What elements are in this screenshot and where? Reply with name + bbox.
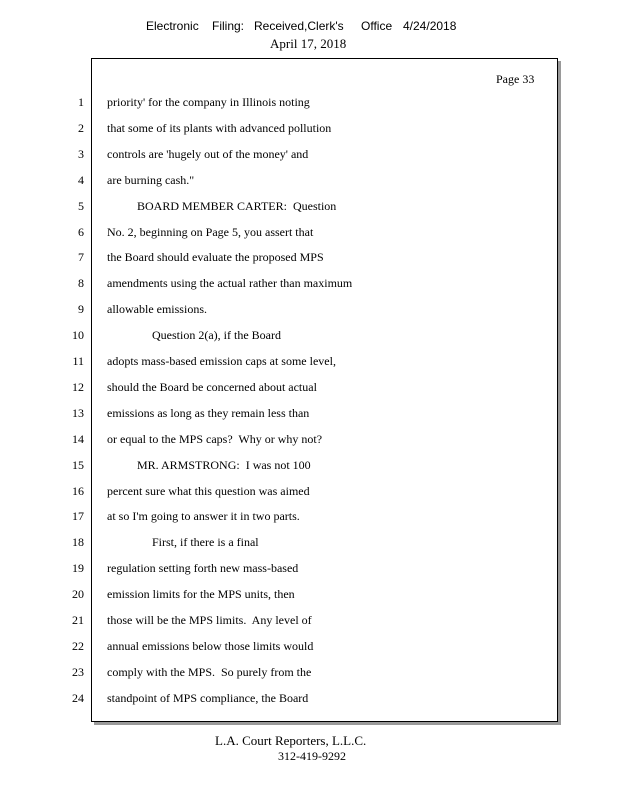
line-text: that some of its plants with advanced pollution	[107, 121, 332, 135]
line-number: 20	[72, 587, 84, 601]
line-number: 16	[72, 484, 84, 498]
line-text: MR. ARMSTRONG: I was not 100	[107, 458, 311, 472]
line-number: 9	[78, 302, 84, 316]
line-text: annual emissions below those limits would	[107, 639, 314, 653]
line-number: 22	[72, 639, 84, 653]
line-text: First, if there is a final	[107, 535, 259, 549]
line-text: comply with the MPS. So purely from the	[107, 665, 312, 679]
line-text: emissions as long as they remain less than	[107, 406, 310, 420]
filing-stamp-office: Office	[361, 19, 393, 33]
line-number: 12	[72, 380, 84, 394]
line-number: 4	[78, 173, 84, 187]
line-number: 3	[78, 147, 84, 161]
filing-stamp-date: 4/24/2018	[403, 19, 457, 33]
line-number: 6	[78, 225, 84, 239]
line-number: 5	[78, 199, 84, 213]
court-reporter-phone: 312-419-9292	[278, 749, 346, 763]
line-number: 10	[72, 328, 84, 342]
line-text: Question 2(a), if the Board	[107, 328, 281, 342]
line-text: adopts mass-based emission caps at some level,	[107, 354, 336, 368]
line-text: controls are 'hugely out of the money' and	[107, 147, 309, 161]
line-number: 15	[72, 458, 84, 472]
line-number: 23	[72, 665, 84, 679]
line-text: priority' for the company in Illinois noting	[107, 95, 310, 109]
line-text: should the Board be concerned about actual	[107, 380, 317, 394]
line-text: percent sure what this question was aimed	[107, 484, 310, 498]
line-text: BOARD MEMBER CARTER: Question	[107, 199, 337, 213]
line-number: 8	[78, 276, 84, 290]
line-text: the Board should evaluate the proposed MPS	[107, 250, 324, 264]
line-text: allowable emissions.	[107, 302, 207, 316]
line-number: 18	[72, 535, 84, 549]
line-number: 21	[72, 613, 84, 627]
line-text: emission limits for the MPS units, then	[107, 587, 295, 601]
filing-stamp-electronic: Electronic	[146, 19, 199, 33]
hearing-date: April 17, 2018	[270, 36, 347, 51]
page-number: Page 33	[496, 72, 535, 86]
line-text: at so I'm going to answer it in two parts.	[107, 509, 300, 523]
line-text: are burning cash."	[107, 173, 195, 187]
line-number: 2	[78, 121, 84, 135]
line-number: 14	[72, 432, 84, 446]
line-text: or equal to the MPS caps? Why or why not?	[107, 432, 323, 446]
line-number: 13	[72, 406, 84, 420]
line-text: standpoint of MPS compliance, the Board	[107, 691, 309, 705]
line-number: 24	[72, 691, 84, 705]
line-text: No. 2, beginning on Page 5, you assert that	[107, 225, 314, 239]
court-reporter-name: L.A. Court Reporters, L.L.C.	[215, 733, 367, 748]
line-number: 17	[72, 509, 84, 523]
filing-stamp-received: Received,Clerk's	[254, 19, 344, 33]
line-number: 1	[78, 95, 84, 109]
line-number: 11	[72, 354, 84, 368]
filing-stamp-filing: Filing:	[212, 19, 245, 33]
line-text: regulation setting forth new mass-based	[107, 561, 299, 575]
line-text: amendments using the actual rather than maximum	[107, 276, 353, 290]
line-number: 19	[72, 561, 84, 575]
line-number: 7	[78, 250, 84, 264]
line-text: those will be the MPS limits. Any level of	[107, 613, 312, 627]
